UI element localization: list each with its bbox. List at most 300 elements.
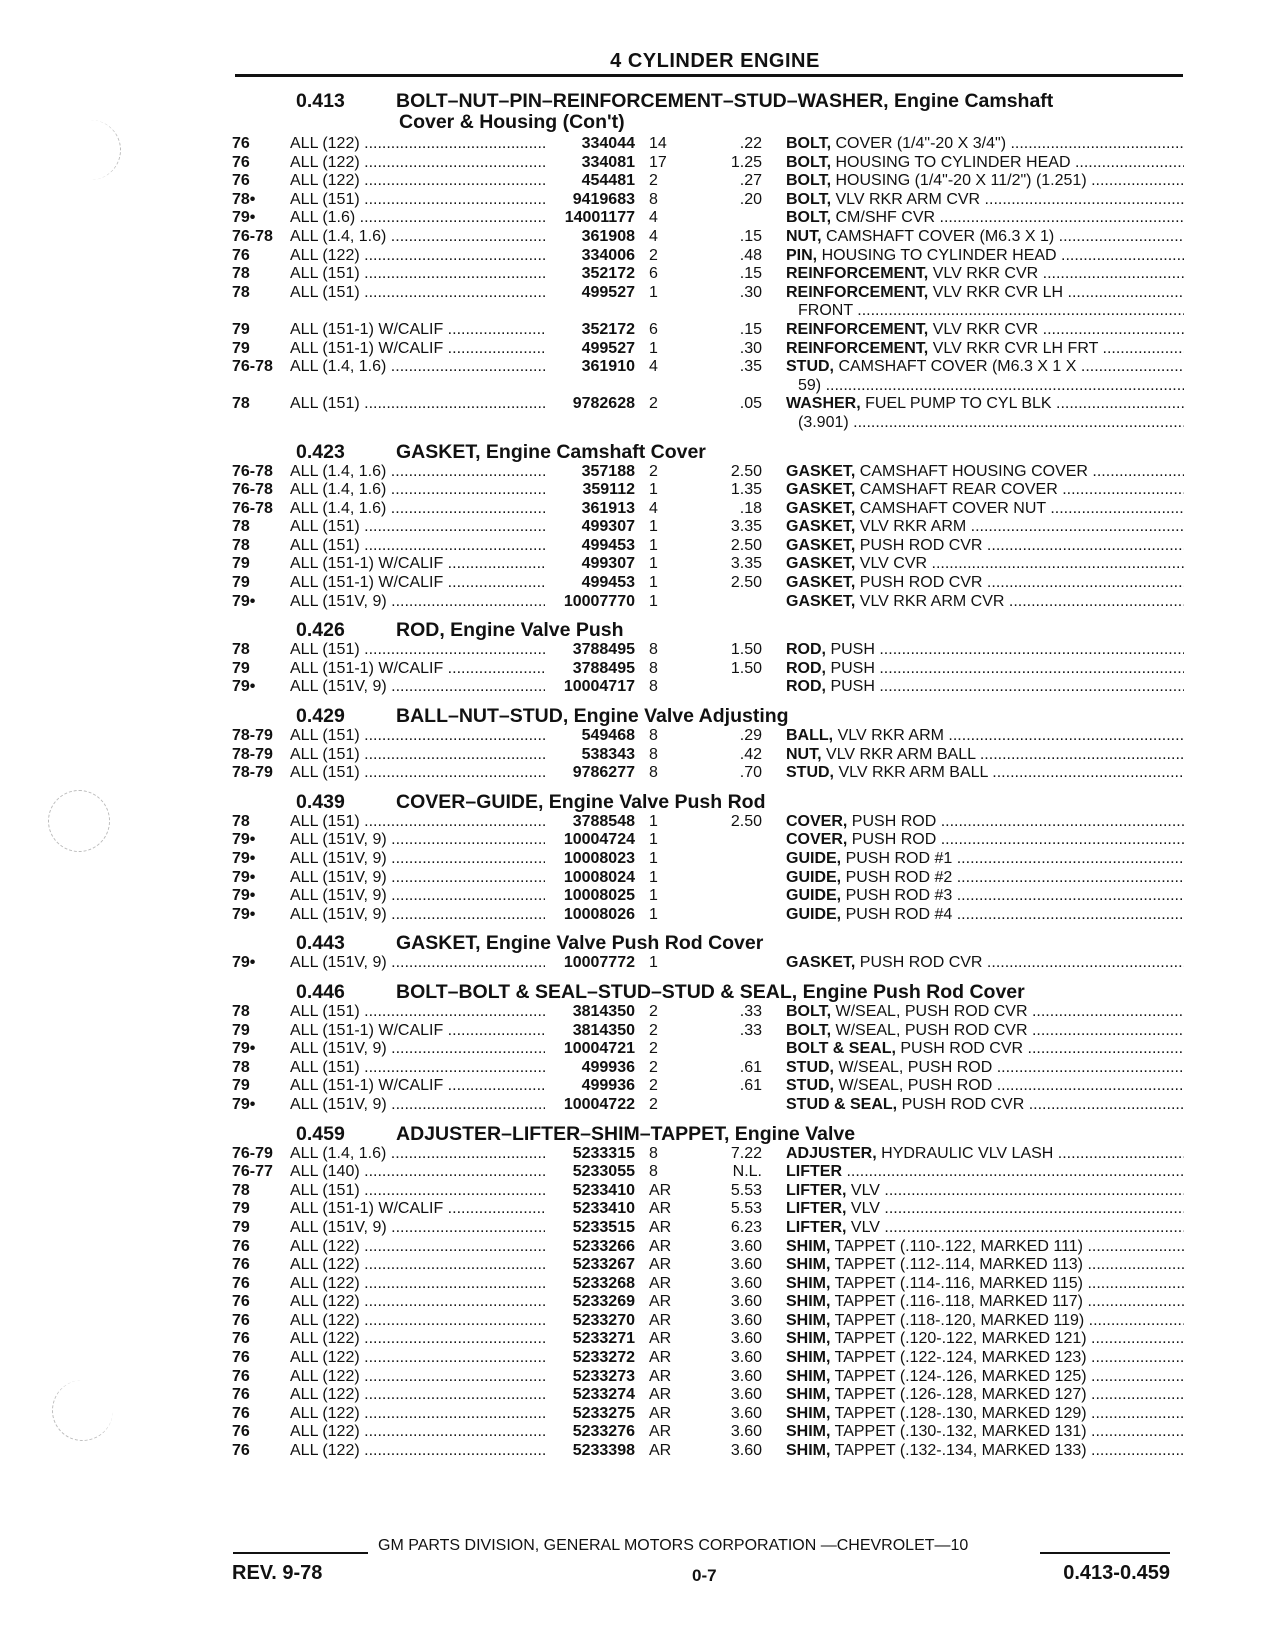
part-description (762, 537, 1184, 556)
part-detail: PUSH ROD #2 (845, 868, 953, 886)
application: ALL (122) ..... (290, 135, 545, 154)
price: 2.50 (730, 812, 762, 830)
price: .42 (739, 745, 762, 763)
quantity: AR (649, 1218, 672, 1236)
model-year: 79 (232, 1021, 250, 1039)
part-description (762, 1423, 1184, 1442)
model-year: 79 (232, 555, 250, 573)
part-detail: TAPPET (.130-.132, MARKED 131) (834, 1423, 1087, 1441)
part-number: 361913 (581, 499, 635, 517)
price: .20 (739, 190, 762, 208)
price: 1.25 (730, 153, 762, 171)
application: ALL (151V, 9) ..... (290, 593, 545, 612)
part-description (762, 358, 1184, 377)
part-description (762, 1275, 1184, 1294)
part-name: GASKET, (786, 954, 856, 972)
part-name: SHIM, (786, 1386, 831, 1404)
section-title: BALL–NUT–STUD, Engine Valve Adjusting (396, 705, 789, 728)
application: ALL (151-1) W/CALIF ..... (290, 1077, 545, 1096)
model-year (232, 377, 290, 396)
model-year: 79• (232, 868, 256, 886)
part-name: BOLT, (786, 190, 832, 208)
part-description (762, 1219, 1184, 1238)
part-number: 334044 (581, 135, 635, 152)
quantity: 8 (649, 745, 658, 763)
quantity: 8 (649, 1144, 658, 1162)
part-number: 499307 (581, 518, 635, 536)
application: ALL (151) ..... (290, 746, 545, 765)
quantity: 1 (649, 831, 658, 849)
part-number: 10008023 (563, 850, 635, 867)
quantity: 2 (649, 1077, 658, 1095)
part-name: GASKET, (786, 555, 856, 573)
application: ALL (151V, 9) ..... (290, 1040, 545, 1059)
quantity: 1 (649, 592, 658, 610)
price: 3.60 (730, 1423, 762, 1441)
price: 3.60 (730, 1349, 762, 1367)
part-description (762, 302, 1184, 321)
quantity: AR (649, 1404, 672, 1422)
price (673, 377, 762, 396)
price (673, 678, 762, 697)
part-number: 499527 (581, 283, 635, 301)
part-name: LIFTER (786, 1163, 842, 1181)
application: ALL (1.4, 1.6) ..... (290, 228, 545, 247)
part-detail: FRONT (798, 302, 853, 320)
part-number: 5233410 (572, 1200, 635, 1218)
model-year: 78 (232, 812, 250, 830)
part-row (232, 481, 1184, 500)
header-rule (235, 74, 1183, 77)
part-description (762, 172, 1184, 191)
part-name: SHIM, (786, 1311, 831, 1329)
part-description (762, 641, 1184, 660)
price (673, 831, 762, 850)
price: .27 (739, 172, 762, 190)
part-row (232, 764, 1184, 783)
model-year: 76 (232, 1237, 250, 1255)
model-year: 79• (232, 1040, 256, 1058)
quantity: 1 (649, 812, 658, 830)
price: 2.50 (730, 462, 762, 480)
section-number: 0.426 (296, 619, 345, 642)
part-name: COVER, (786, 812, 848, 830)
part-description (762, 1040, 1184, 1059)
quantity: 2 (649, 1058, 658, 1076)
part-description (762, 727, 1184, 746)
part-row (232, 1312, 1184, 1331)
price: .29 (739, 727, 762, 745)
price: 5.53 (730, 1200, 762, 1218)
part-number: 5233315 (572, 1144, 635, 1162)
part-detail: VLV RKR ARM (859, 518, 967, 536)
part-detail: W/SEAL, PUSH ROD CVR (835, 1021, 1028, 1039)
part-description (762, 1022, 1184, 1041)
application: ALL (122) ..... (290, 1386, 545, 1405)
application: ALL (151) ..... (290, 813, 545, 832)
part-row (232, 537, 1184, 556)
part-row (232, 641, 1184, 660)
parts-listing (232, 90, 1184, 1461)
part-detail: HOUSING TO CYLINDER HEAD (835, 153, 1071, 171)
model-year: 76 (232, 1256, 250, 1274)
part-description (762, 1368, 1184, 1387)
continuation-row (232, 302, 1184, 321)
part-number: 10004721 (563, 1040, 635, 1058)
part-description (762, 678, 1184, 697)
model-year: 76 (232, 1442, 250, 1460)
application: ALL (151-1) W/CALIF ..... (290, 1200, 545, 1219)
part-detail: TAPPET (.110-.122, MARKED 111) (834, 1237, 1083, 1255)
quantity: AR (649, 1423, 672, 1441)
part-name: STUD & SEAL, (786, 1095, 898, 1113)
application: ALL (151) ..... (290, 727, 545, 746)
model-year: 76 (232, 246, 250, 264)
quantity: AR (649, 1181, 672, 1199)
footer-rule-right (1040, 1552, 1170, 1554)
part-number: 10008025 (563, 887, 635, 905)
model-year: 76 (232, 172, 250, 190)
part-description (762, 764, 1184, 783)
model-year: 78-79 (232, 745, 273, 763)
model-year: 79 (232, 659, 250, 677)
part-number: 499936 (581, 1058, 635, 1076)
part-detail: COVER (1/4"-20 X 3/4") (835, 135, 1007, 152)
catalog-section (232, 791, 1184, 925)
part-detail: FUEL PUMP TO CYL BLK (865, 395, 1052, 413)
quantity: 2 (649, 395, 658, 413)
part-description (762, 555, 1184, 574)
price: 3.60 (730, 1404, 762, 1422)
part-name: SHIM, (786, 1330, 831, 1348)
application: ALL (151V, 9) ..... (290, 906, 545, 925)
part-description (762, 574, 1184, 593)
part-name: BOLT & SEAL, (786, 1040, 896, 1058)
model-year: 76-78 (232, 358, 273, 376)
part-row (232, 265, 1184, 284)
model-year: 76 (232, 1349, 250, 1367)
part-row (232, 660, 1184, 679)
part-name: STUD, (786, 1077, 834, 1095)
part-name: GUIDE, (786, 868, 842, 886)
application: ALL (151) ..... (290, 265, 545, 284)
application: ALL (122) ..... (290, 1293, 545, 1312)
part-detail: VLV RKR CVR (932, 265, 1039, 283)
part-row (232, 1405, 1184, 1424)
part-row (232, 1145, 1184, 1164)
section-range: 0.413-0.459 (1063, 1562, 1170, 1584)
part-number: 10007770 (563, 592, 635, 610)
quantity: 1 (649, 481, 658, 499)
part-detail: VLV RKR ARM BALL (826, 745, 976, 763)
part-name: SHIM, (786, 1423, 831, 1441)
quantity: 14 (649, 135, 667, 152)
part-number: 9786277 (572, 764, 635, 782)
section-title: COVER–GUIDE, Engine Valve Push Rod (396, 790, 766, 813)
part-name: ROD, (786, 641, 826, 659)
part-number: 3814350 (572, 1002, 635, 1020)
application: ALL (122) ..... (290, 1238, 545, 1257)
part-number: 9782628 (572, 395, 635, 413)
model-year: 79• (232, 887, 256, 905)
quantity: 1 (649, 868, 658, 886)
part-row (232, 906, 1184, 925)
part-name: LIFTER, (786, 1200, 847, 1218)
model-year: 79 (232, 574, 250, 592)
part-number: 549468 (581, 727, 635, 745)
part-row (232, 321, 1184, 340)
part-number: 5233273 (572, 1367, 635, 1385)
model-year: 78 (232, 518, 250, 536)
part-number: 9419683 (572, 190, 635, 208)
part-number: 5233274 (572, 1386, 635, 1404)
part-row (232, 1423, 1184, 1442)
part-detail: TAPPET (.120-.122, MARKED 121) (834, 1330, 1087, 1348)
part-description (762, 1145, 1184, 1164)
part-number: 3814350 (572, 1021, 635, 1039)
part-detail: CAMSHAFT HOUSING COVER (859, 462, 1088, 480)
part-row (232, 228, 1184, 247)
part-detail: VLV (850, 1218, 880, 1236)
part-row (232, 395, 1184, 414)
part-description (762, 265, 1184, 284)
model-year: 76 (232, 1404, 250, 1422)
quantity: 8 (649, 764, 658, 782)
quantity: 2 (649, 1002, 658, 1020)
part-name: ROD, (786, 659, 826, 677)
part-description (762, 340, 1184, 359)
part-description (762, 481, 1184, 500)
price: .15 (739, 265, 762, 283)
part-detail: PUSH ROD #3 (845, 887, 953, 905)
application: ALL (122) ..... (290, 1312, 545, 1331)
quantity: 8 (649, 190, 658, 208)
part-name: BOLT, (786, 209, 832, 227)
quantity: 4 (649, 209, 658, 227)
section-number: 0.429 (296, 705, 345, 728)
quantity: 8 (649, 1163, 658, 1181)
quantity: 1 (649, 555, 658, 573)
quantity: AR (649, 1367, 672, 1385)
section-title: GASKET, Engine Camshaft Cover (396, 440, 706, 463)
model-year: 76 (232, 1423, 250, 1441)
section-subtitle: Cover & Housing (Con't) (399, 111, 625, 133)
price: 3.60 (730, 1330, 762, 1348)
part-number: 10008024 (563, 868, 635, 886)
quantity: 6 (649, 320, 658, 338)
part-number: 3788495 (572, 641, 635, 659)
price (673, 887, 762, 906)
price: 7.22 (730, 1144, 762, 1162)
part-description (762, 1059, 1184, 1078)
application: ALL (1.4, 1.6) ..... (290, 1145, 545, 1164)
price: .05 (739, 395, 762, 413)
part-detail: TAPPET (.122-.124, MARKED 123) (834, 1349, 1087, 1367)
binder-hole-mark (60, 120, 121, 180)
price: .22 (739, 135, 762, 152)
application: ALL (151-1) W/CALIF ..... (290, 340, 545, 359)
model-year (232, 414, 290, 433)
model-year: 78 (232, 265, 250, 283)
part-name: GUIDE, (786, 887, 842, 905)
part-description (762, 414, 1184, 433)
part-detail: HYDRAULIC VLV LASH (881, 1144, 1054, 1162)
part-detail: PUSH (830, 641, 875, 659)
part-detail: VLV RKR ARM CVR (859, 592, 1005, 610)
quantity: 1 (649, 850, 658, 867)
part-number: 10004717 (563, 678, 635, 696)
application: ALL (151V, 9) ..... (290, 850, 545, 869)
part-number: 357188 (581, 462, 635, 480)
application: ALL (151) ..... (290, 518, 545, 537)
price: 2.50 (730, 574, 762, 592)
application: ALL (151) ..... (290, 395, 545, 414)
part-description (762, 518, 1184, 537)
part-row (232, 1256, 1184, 1275)
part-description (762, 228, 1184, 247)
continuation-row (232, 414, 1184, 433)
price: .33 (739, 1002, 762, 1020)
catalog-section (232, 981, 1184, 1115)
part-number: 14001177 (564, 209, 635, 227)
part-description (762, 813, 1184, 832)
part-row (232, 340, 1184, 359)
price: .61 (739, 1077, 762, 1095)
price (673, 1096, 762, 1115)
section-title: BOLT–NUT–PIN–REINFORCEMENT–STUD–WASHER, Engine Camshaft (396, 90, 1054, 112)
quantity: 4 (649, 227, 658, 245)
part-row (232, 1096, 1184, 1115)
part-name: ADJUSTER, (786, 1144, 877, 1162)
quantity: AR (649, 1442, 672, 1460)
quantity: 1 (649, 574, 658, 592)
binder-hole-mark (52, 1380, 113, 1441)
model-year (232, 302, 290, 321)
part-detail: W/SEAL, PUSH ROD (838, 1077, 993, 1095)
quantity: 17 (649, 153, 667, 171)
model-year: 78 (232, 395, 250, 413)
part-name: SHIM, (786, 1404, 831, 1422)
price: .33 (739, 1021, 762, 1039)
part-number: 5233266 (572, 1237, 635, 1255)
quantity: AR (649, 1386, 672, 1404)
section-title: GASKET, Engine Valve Push Rod Cover (396, 932, 764, 955)
part-number: 334006 (581, 246, 635, 264)
part-name: BOLT, (786, 1021, 832, 1039)
model-year: 79• (232, 678, 256, 696)
section-header (232, 791, 1184, 813)
application: ALL (151) ..... (290, 537, 545, 556)
model-year: 79• (232, 850, 256, 867)
footer-rule-left (233, 1552, 368, 1554)
part-row (232, 518, 1184, 537)
part-detail: VLV RKR CVR LH (932, 283, 1064, 301)
page-title: 4 CYLINDER ENGINE (610, 50, 820, 72)
part-detail: TAPPET (.132-.134, MARKED 133) (834, 1442, 1087, 1460)
part-row (232, 154, 1184, 173)
part-description (762, 500, 1184, 519)
part-name: REINFORCEMENT, (786, 283, 929, 301)
part-name: STUD, (786, 764, 834, 782)
model-year: 76-78 (232, 499, 273, 517)
part-row (232, 813, 1184, 832)
quantity: AR (649, 1311, 672, 1329)
quantity: AR (649, 1200, 672, 1218)
part-row (232, 191, 1184, 210)
part-description (762, 954, 1184, 973)
section-number: 0.423 (296, 440, 345, 463)
model-year: 78 (232, 641, 250, 659)
part-number: 5233515 (572, 1218, 635, 1236)
application: ALL (122) ..... (290, 1330, 545, 1349)
price (673, 209, 762, 228)
part-row (232, 727, 1184, 746)
price: 3.60 (730, 1386, 762, 1404)
part-detail: PUSH ROD (851, 812, 937, 830)
part-detail: VLV RKR ARM BALL (838, 764, 988, 782)
application: ALL (151) ..... (290, 1003, 545, 1022)
price: 3.60 (730, 1274, 762, 1292)
page-number: 0-7 (692, 1566, 717, 1585)
section-title: ROD, Engine Valve Push (396, 619, 624, 642)
part-description (762, 850, 1184, 869)
catalog-section (232, 90, 1184, 433)
application: ALL (151V, 9) ..... (290, 831, 545, 850)
price: .15 (739, 227, 762, 245)
part-description (762, 1349, 1184, 1368)
quantity: AR (649, 1237, 672, 1255)
part-name: GASKET, (786, 536, 856, 554)
quantity (635, 302, 673, 321)
part-number: 334081 (581, 153, 635, 171)
part-row (232, 500, 1184, 519)
part-detail: VLV (850, 1181, 880, 1199)
part-number: 359112 (582, 481, 635, 499)
part-description (762, 284, 1184, 303)
part-row (232, 1219, 1184, 1238)
continuation-row (232, 377, 1184, 396)
part-number: 499936 (581, 1077, 635, 1095)
part-description (762, 1330, 1184, 1349)
price (673, 869, 762, 888)
section-header (232, 619, 1184, 641)
part-detail: 59) (798, 376, 822, 394)
part-name: NUT, (786, 745, 822, 763)
part-name: STUD, (786, 358, 834, 376)
quantity (635, 377, 673, 396)
part-row (232, 209, 1184, 228)
part-detail: TAPPET (.112-.114, MARKED 113) (834, 1256, 1083, 1274)
application: ALL (151) ..... (290, 641, 545, 660)
model-year: 76 (232, 1311, 250, 1329)
quantity: 1 (649, 905, 658, 923)
part-name: GUIDE, (786, 905, 842, 923)
part-description (762, 377, 1184, 396)
model-year: 78 (232, 1002, 250, 1020)
part-number: 3788548 (572, 812, 635, 830)
part-name: GASKET, (786, 462, 856, 480)
part-row (232, 1040, 1184, 1059)
part-number: 5233272 (572, 1349, 635, 1367)
model-year: 76 (232, 1274, 250, 1292)
part-detail: (3.901) (798, 413, 849, 431)
part-detail: VLV RKR CVR LH FRT (932, 339, 1099, 357)
binder-hole-mark (48, 790, 110, 852)
catalog-section (232, 932, 1184, 973)
section-header (232, 981, 1184, 1003)
part-number: 499453 (581, 536, 635, 554)
part-detail: W/SEAL, PUSH ROD CVR (835, 1002, 1028, 1020)
